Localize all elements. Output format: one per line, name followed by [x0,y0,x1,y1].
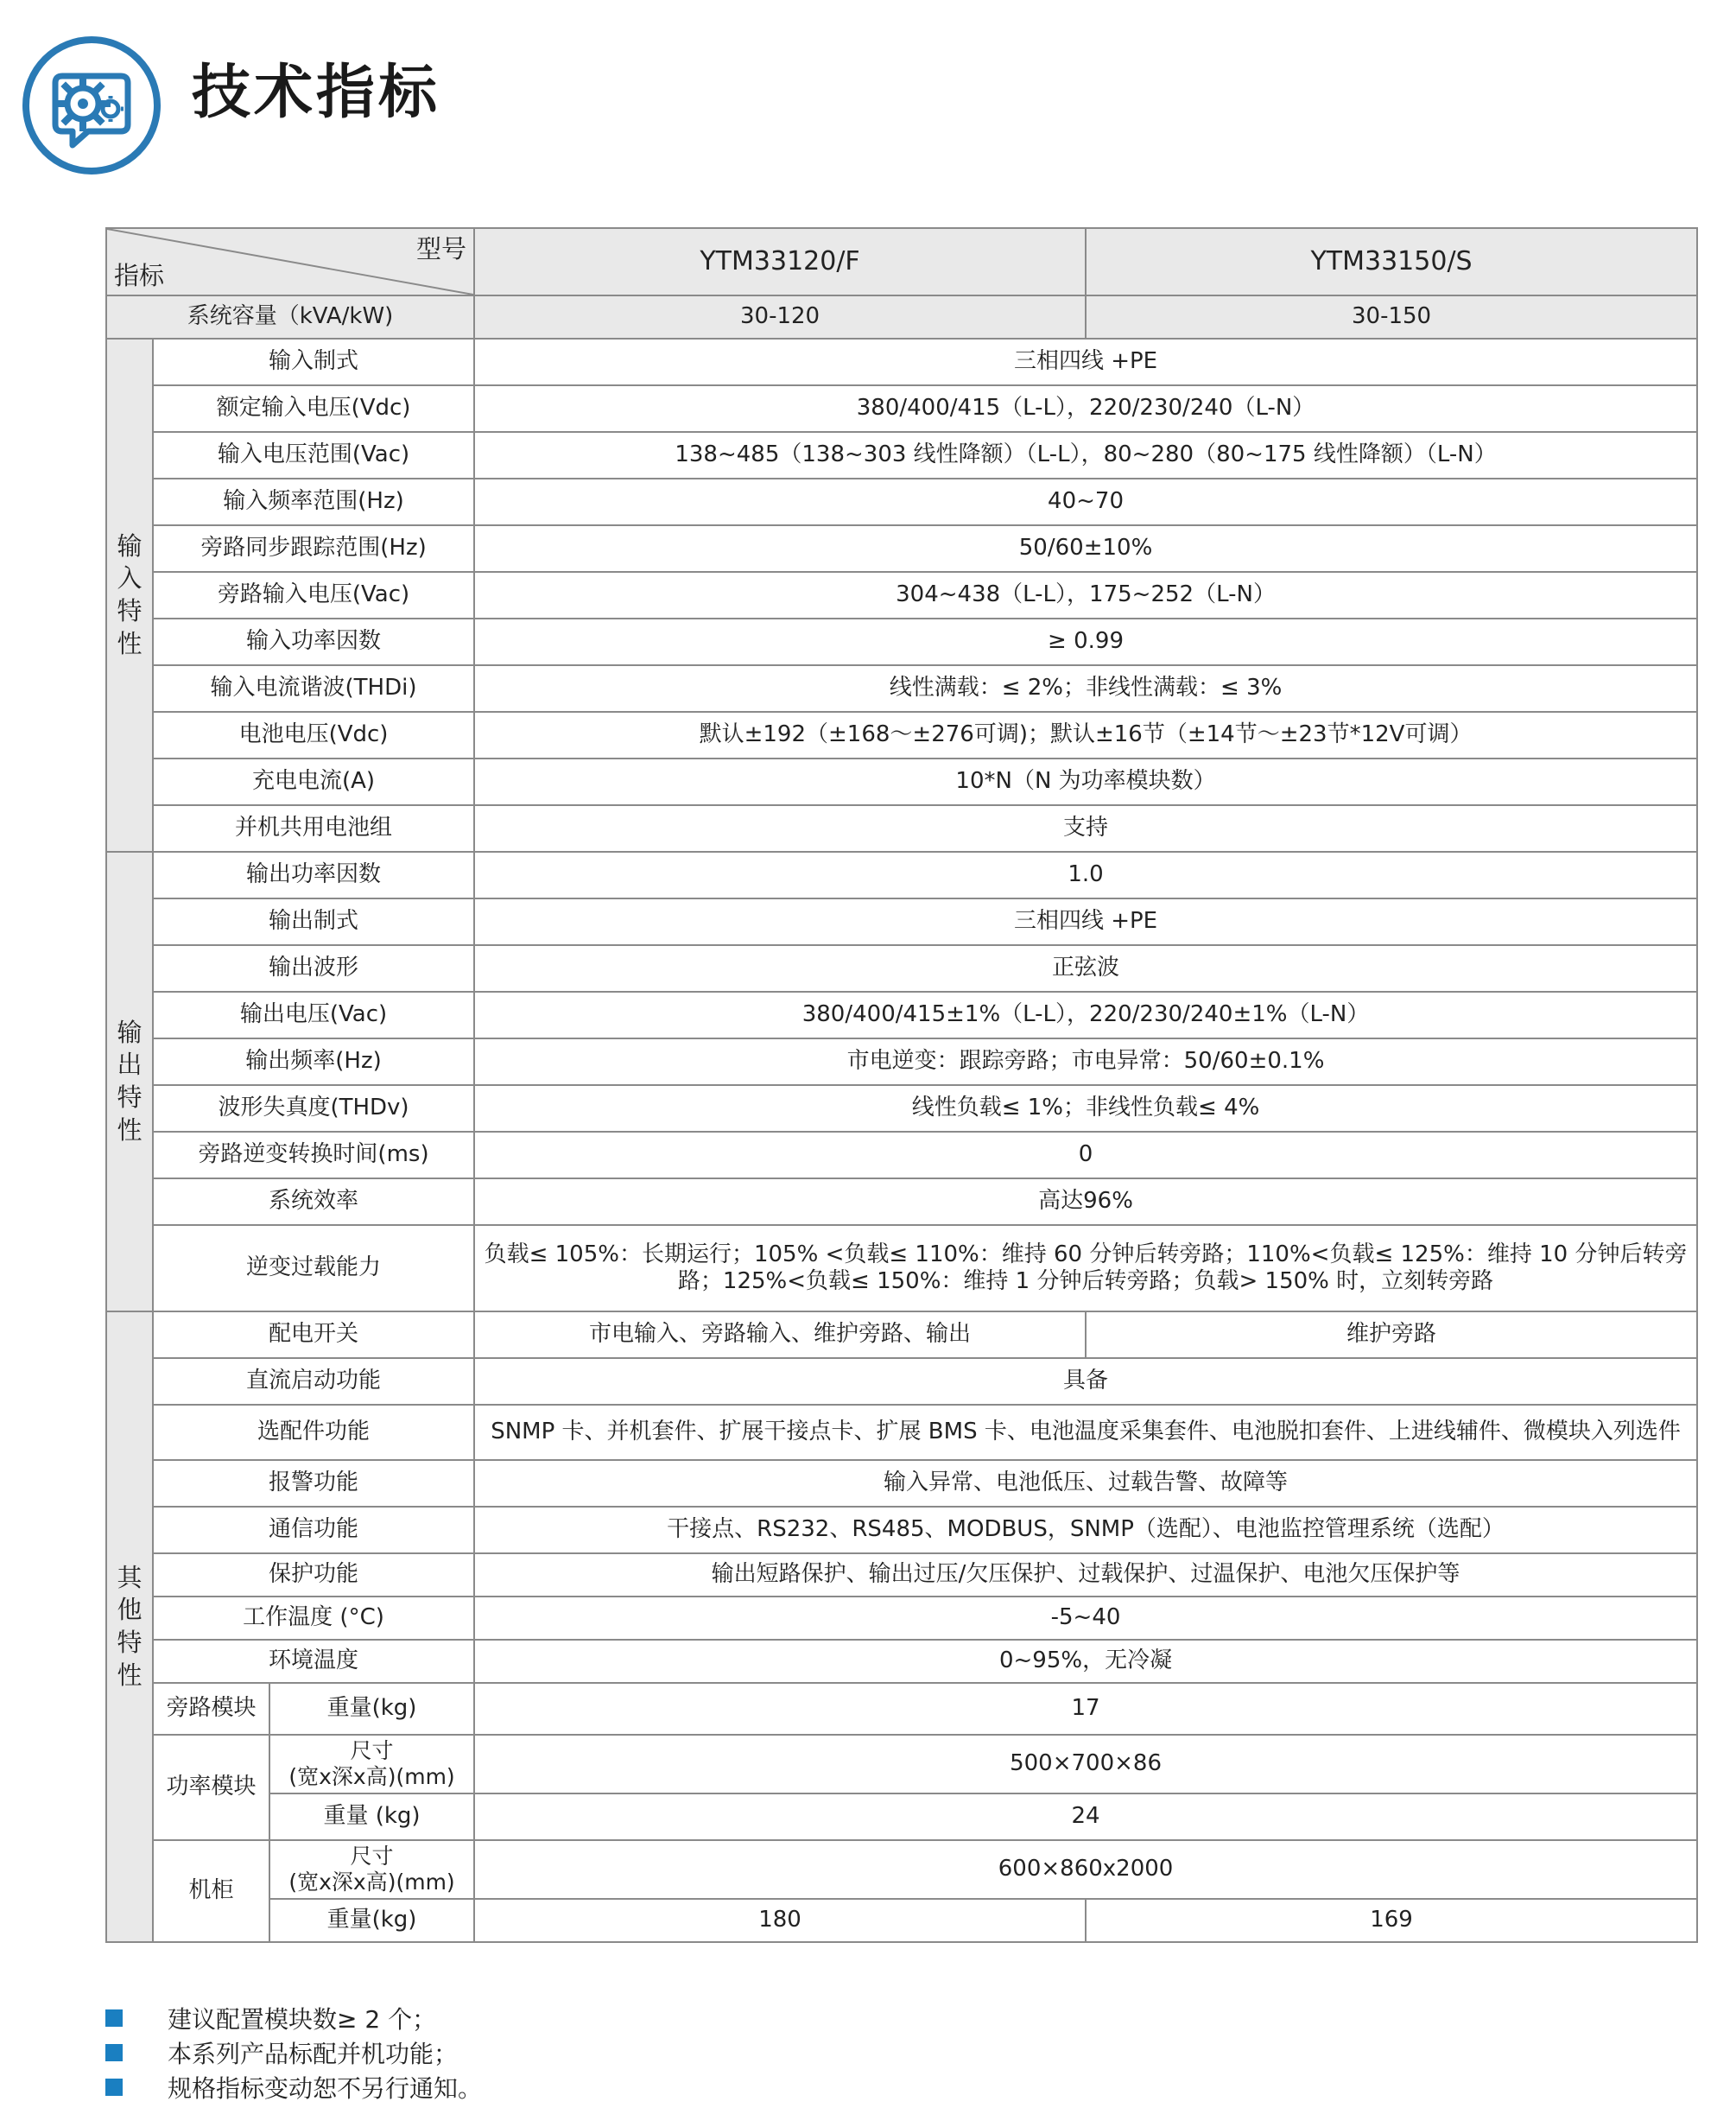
row-value: 输出短路保护、输出过压/欠压保护、过载保护、过温保护、电池欠压保护等 [474,1553,1697,1597]
row-label: 波形失真度(THDv) [153,1085,474,1132]
row-value: 市电输入、旁路输入、维护旁路、输出 [474,1311,1086,1358]
row-value: 输入异常、电池低压、过载告警、故障等 [474,1460,1697,1507]
list-item: 建议配置模块数≥ 2 个； [105,2001,482,2035]
table-row [106,1899,1697,1942]
row-label: 额定输入电压(Vdc) [153,385,474,432]
row-value: 50/60±10% [474,525,1697,572]
table-row [106,1640,1697,1683]
row-value: 30-120 [474,295,1086,339]
table-row [106,1085,1697,1132]
row-label: 输出功率因数 [153,852,474,898]
row-label: 输入频率范围(Hz) [153,479,474,525]
table-row [106,852,1697,898]
row-label: 充电电流(A) [153,759,474,805]
row-label: 输出频率(Hz) [153,1038,474,1085]
row-value: 180 [474,1899,1086,1942]
row-value: 线性负载≤ 1%；非线性负载≤ 4% [474,1085,1697,1132]
table-row [106,759,1697,805]
spec-table [105,227,1698,1943]
row-label: 直流启动功能 [153,1358,474,1405]
row-value: 600×860x2000 [474,1840,1697,1899]
row-value: 380/400/415±1%（L-L），220/230/240±1%（L-N） [474,992,1697,1038]
row-value: 380/400/415（L-L），220/230/240（L-N） [474,385,1697,432]
row-value: 169 [1086,1899,1697,1942]
category-other: 其他特性 [106,1311,153,1942]
row-value: 1.0 [474,852,1697,898]
table-row [106,1735,1697,1793]
notes-list [105,2001,482,2104]
row-label: 系统容量（kVA/kW) [106,295,474,339]
row-label: 报警功能 [153,1460,474,1507]
row-value: 138~485（138~303 线性降额）（L-L），80~280（80~175 线性降额）（L-N） [474,432,1697,479]
table-row [106,572,1697,619]
table-row [106,898,1697,945]
group-label: 功率模块 [153,1735,269,1840]
row-value: 0 [474,1132,1697,1178]
row-value: 500×700×86 [474,1735,1697,1793]
table-row [106,1358,1697,1405]
row-label: 选配件功能 [153,1405,474,1460]
table-header-row [106,228,1697,295]
row-label: 输入电流谐波(THDi) [153,665,474,712]
table-row [106,805,1697,852]
row-value: 高达96% [474,1178,1697,1225]
list-item: 本系列产品标配并机功能； [105,2035,482,2070]
list-item: 规格指标变动恕不另行通知。 [105,2070,482,2104]
square-bullet-icon [105,2044,123,2061]
row-label: 输出波形 [153,945,474,992]
table-row [106,1038,1697,1085]
row-value: 支持 [474,805,1697,852]
table-row [106,1178,1697,1225]
row-value: -5~40 [474,1597,1697,1640]
row-value: SNMP 卡、并机套件、扩展干接点卡、扩展 BMS 卡、电池温度采集套件、电池脱扣套件、上进线辅件、微模块入列选件 [474,1405,1697,1460]
table-row [106,1683,1697,1735]
table-row [106,525,1697,572]
row-label: 通信功能 [153,1507,474,1553]
row-value: 负载≤ 105%：长期运行；105% <负载≤ 110%：维持 60 分钟后转旁路；110%<负载≤ 125%：维持 10 分钟后转旁路；125%<负载≤ 150%：维持 1 分钟后转旁路；负载> 150% 时，立刻转旁路 [474,1225,1697,1311]
table-row [106,1840,1697,1899]
table-row [106,992,1697,1038]
table-row [106,619,1697,665]
row-label: 配电开关 [153,1311,474,1358]
table-row [106,665,1697,712]
row-label: 输入制式 [153,339,474,385]
row-label: 输入电压范围(Vac) [153,432,474,479]
row-label: 工作温度 (°C) [153,1597,474,1640]
corner-model-label: 型号 [416,234,467,263]
row-label: 系统效率 [153,1178,474,1225]
table-row [106,479,1697,525]
model-header: YTM33120/F [474,228,1086,295]
table-row [106,1405,1697,1460]
table-row [106,1553,1697,1597]
row-value: 正弦波 [474,945,1697,992]
row-value: 304~438（L-L），175~252（L-N） [474,572,1697,619]
model-header: YTM33150/S [1086,228,1697,295]
row-label: 保护功能 [153,1553,474,1597]
row-value: 10*N（N 为功率模块数） [474,759,1697,805]
table-row [106,339,1697,385]
row-label: 输出制式 [153,898,474,945]
square-bullet-icon [105,2079,123,2096]
row-value: 17 [474,1683,1697,1735]
row-value: 30-150 [1086,295,1697,339]
row-label: 并机共用电池组 [153,805,474,852]
row-label: 旁路逆变转换时间(ms) [153,1132,474,1178]
table-row [106,712,1697,759]
row-label: 环境温度 [153,1640,474,1683]
table-row [106,1225,1697,1311]
group-label: 旁路模块 [153,1683,269,1735]
category-output: 输出特性 [106,852,153,1311]
row-value: 线性满载：≤ 2%；非线性满载：≤ 3% [474,665,1697,712]
row-value: 默认±192（±168～±276可调)；默认±16节（±14节～±23节*12V可调） [474,712,1697,759]
row-value: 24 [474,1793,1697,1840]
table-row [106,1132,1697,1178]
row-label: 旁路输入电压(Vac) [153,572,474,619]
row-label: 重量(kg) [269,1683,474,1735]
row-label: 重量(kg) [269,1899,474,1942]
row-label: 逆变过载能力 [153,1225,474,1311]
row-value: 维护旁路 [1086,1311,1697,1358]
row-value: 市电逆变：跟踪旁路；市电异常：50/60±0.1% [474,1038,1697,1085]
row-value: ≥ 0.99 [474,619,1697,665]
row-label: 输出电压(Vac) [153,992,474,1038]
row-label: 尺寸 (宽x深x高)(mm) [269,1840,474,1899]
row-value: 三相四线 +PE [474,339,1697,385]
table-row [106,1507,1697,1553]
corner-indicator-label: 指标 [114,261,165,291]
table-row [106,432,1697,479]
row-label: 旁路同步跟踪范围(Hz) [153,525,474,572]
row-label: 电池电压(Vdc) [153,712,474,759]
row-value: 干接点、RS232、RS485、MODBUS，SNMP（选配）、电池监控管理系统（选配） [474,1507,1697,1553]
table-row [106,295,1697,339]
row-value: 具备 [474,1358,1697,1405]
table-row [106,385,1697,432]
category-input: 输入特性 [106,339,153,852]
table-row [106,945,1697,992]
row-value: 三相四线 +PE [474,898,1697,945]
table-row [106,1460,1697,1507]
table-row [106,1793,1697,1840]
row-value: 40~70 [474,479,1697,525]
row-value: 0~95%，无冷凝 [474,1640,1697,1683]
gear-device-icon [21,35,162,176]
group-label: 机柜 [153,1840,269,1942]
row-label: 输入功率因数 [153,619,474,665]
square-bullet-icon [105,2009,123,2027]
page-title: 技术指标 [192,59,441,127]
table-row [106,1311,1697,1358]
row-label: 重量 (kg) [269,1793,474,1840]
row-label: 尺寸 (宽x深x高)(mm) [269,1735,474,1793]
table-row [106,1597,1697,1640]
corner-cell [106,228,474,295]
